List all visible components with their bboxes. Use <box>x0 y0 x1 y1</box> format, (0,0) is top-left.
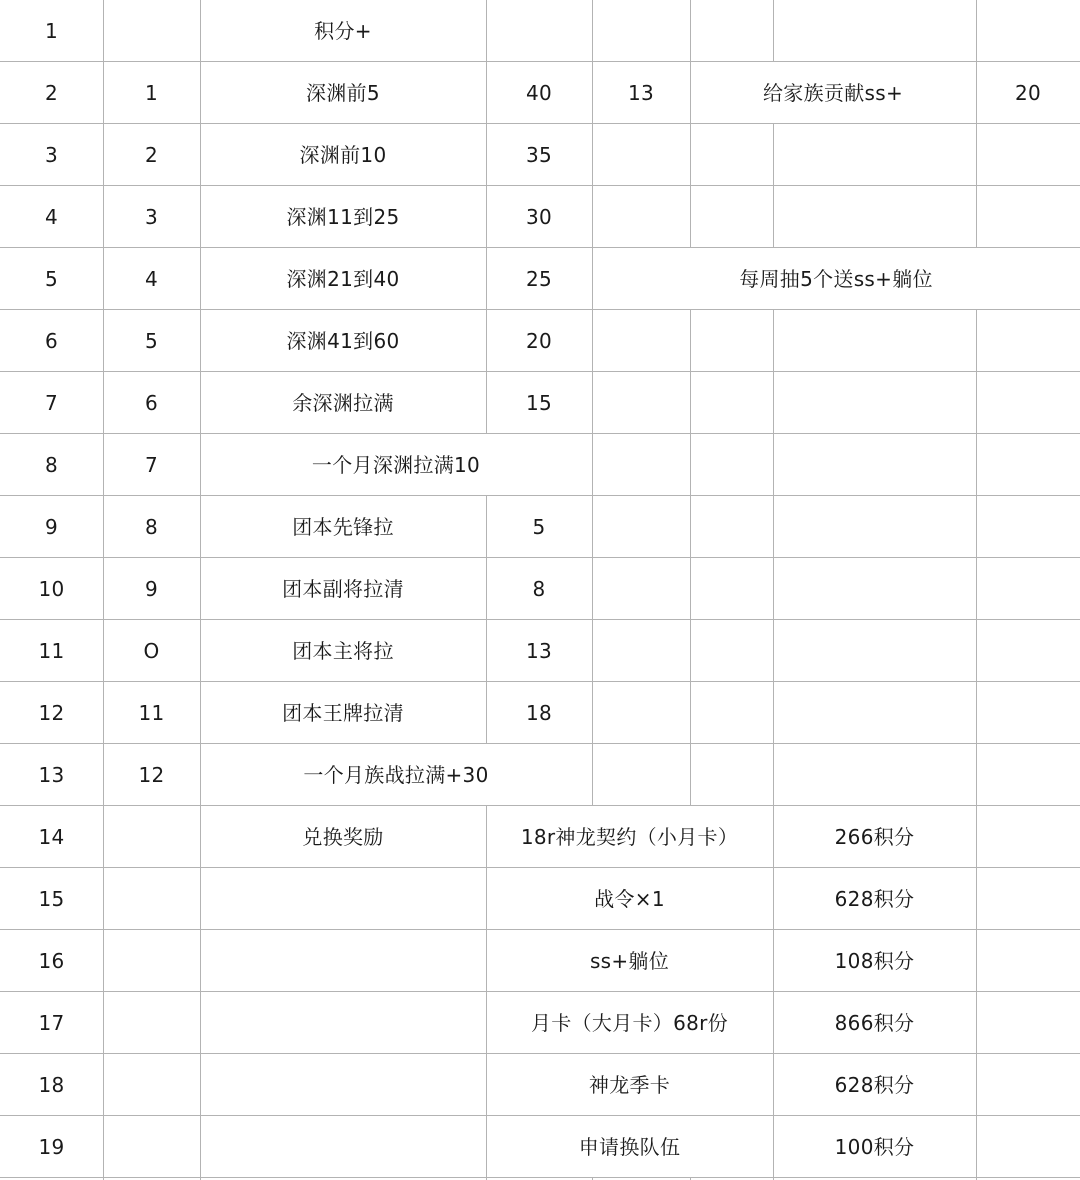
column-divider <box>592 620 593 682</box>
cell-h <box>976 0 1080 62</box>
cell-c: 余深渊拉满 <box>292 391 394 415</box>
cell-b: 3 <box>144 205 159 229</box>
cell-d: 40 <box>525 81 553 105</box>
column-divider <box>976 496 977 558</box>
column-divider <box>103 868 104 930</box>
cell-d: 30 <box>525 205 553 229</box>
row-number: 4 <box>44 205 59 229</box>
column-divider <box>690 620 691 682</box>
column-divider <box>976 744 977 806</box>
column-divider <box>690 372 691 434</box>
row-number: 17 <box>38 1011 65 1035</box>
row-number: 1 <box>44 19 59 43</box>
row-number: 7 <box>44 391 59 415</box>
column-divider <box>690 496 691 558</box>
cell-b: 8 <box>144 515 159 539</box>
column-divider <box>690 434 691 496</box>
column-divider <box>976 930 977 992</box>
row-number: 14 <box>38 825 65 849</box>
column-divider <box>103 992 104 1054</box>
column-divider <box>592 434 593 496</box>
column-divider <box>976 806 977 868</box>
column-divider <box>976 124 977 186</box>
cell-c: 深渊前5 <box>306 81 380 105</box>
row-number: 10 <box>38 577 65 601</box>
column-divider <box>976 682 977 744</box>
column-divider <box>592 186 593 248</box>
cell-d: 25 <box>525 267 553 291</box>
row-number: 9 <box>44 515 59 539</box>
column-divider <box>200 992 201 1054</box>
row-number: 12 <box>38 701 65 725</box>
column-divider <box>200 1116 201 1178</box>
cell-b: 2 <box>144 143 159 167</box>
cell-d: 15 <box>525 391 553 415</box>
cell-b: 11 <box>138 701 165 725</box>
cell-g: 266积分 <box>834 825 915 849</box>
column-divider <box>690 124 691 186</box>
cell-f <box>690 0 773 62</box>
row-number: 2 <box>44 81 59 105</box>
column-divider <box>976 992 977 1054</box>
cell-d: 8 <box>532 577 546 601</box>
column-divider <box>773 372 774 434</box>
column-divider <box>103 806 104 868</box>
column-divider <box>592 372 593 434</box>
cell-d: 18r神龙契约（小月卡） <box>520 825 739 849</box>
row-number: 5 <box>44 267 59 291</box>
column-divider <box>773 310 774 372</box>
column-divider <box>976 186 977 248</box>
cell-c: 积分+ <box>314 19 372 43</box>
cell-b: O <box>143 639 160 663</box>
cell-b: 6 <box>144 391 159 415</box>
column-divider <box>592 496 593 558</box>
row-number: 13 <box>38 763 65 787</box>
column-divider <box>976 372 977 434</box>
row-number: 19 <box>38 1135 65 1159</box>
column-divider <box>773 682 774 744</box>
row-number: 15 <box>38 887 65 911</box>
cell-g: 628积分 <box>834 1073 915 1097</box>
column-divider <box>690 186 691 248</box>
cell-b: 5 <box>144 329 159 353</box>
cell-e: 13 <box>627 81 655 105</box>
column-divider <box>200 1054 201 1116</box>
column-divider <box>976 868 977 930</box>
column-divider <box>773 744 774 806</box>
column-divider <box>690 682 691 744</box>
cell-b: 1 <box>144 81 159 105</box>
cell-b <box>103 0 200 62</box>
cell-d: ss+躺位 <box>589 949 670 973</box>
cell-c: 深渊11到25 <box>286 205 400 229</box>
cell-g: 628积分 <box>834 887 915 911</box>
cell-b: 12 <box>138 763 165 787</box>
column-divider <box>773 620 774 682</box>
row-number: 11 <box>38 639 65 663</box>
cell-d: 5 <box>532 515 546 539</box>
cell-h: 20 <box>1014 81 1042 105</box>
row-number: 6 <box>44 329 59 353</box>
column-divider <box>976 1116 977 1178</box>
column-divider <box>690 310 691 372</box>
cell-g: 108积分 <box>834 949 915 973</box>
column-divider <box>773 186 774 248</box>
cell-d: 35 <box>525 143 553 167</box>
cell-d: 18 <box>525 701 553 725</box>
column-divider <box>592 744 593 806</box>
column-divider <box>976 1054 977 1116</box>
column-divider <box>103 1054 104 1116</box>
cell-g <box>773 0 976 62</box>
row-number: 16 <box>38 949 65 973</box>
cell-c: 团本王牌拉清 <box>282 701 404 725</box>
column-divider <box>773 124 774 186</box>
cell-c: 一个月族战拉满+30 <box>303 763 489 787</box>
row-number: 8 <box>44 453 59 477</box>
cell-b: 4 <box>144 267 159 291</box>
cell-c: 一个月深渊拉满10 <box>311 453 481 477</box>
cell-f: 给家族贡献ss+ <box>763 81 903 105</box>
cell-d <box>486 0 592 62</box>
column-divider <box>773 558 774 620</box>
column-divider <box>773 496 774 558</box>
cell-d: 战令×1 <box>594 887 665 911</box>
column-divider <box>200 868 201 930</box>
column-divider <box>200 930 201 992</box>
column-divider <box>103 1116 104 1178</box>
cell-d: 申请换队伍 <box>578 1135 681 1159</box>
cell-e: 每周抽5个送ss+躺位 <box>739 267 933 291</box>
cell-c: 团本先锋拉 <box>292 515 394 539</box>
cell-c: 兑换奖励 <box>302 825 384 849</box>
cell-c: 深渊21到40 <box>286 267 400 291</box>
cell-b: 7 <box>144 453 159 477</box>
column-divider <box>592 124 593 186</box>
row-number: 18 <box>38 1073 65 1097</box>
column-divider <box>773 434 774 496</box>
row-number: 3 <box>44 143 59 167</box>
column-divider <box>976 558 977 620</box>
cell-d: 20 <box>525 329 553 353</box>
cell-d: 神龙季卡 <box>588 1073 671 1097</box>
column-divider <box>976 620 977 682</box>
cell-g: 100积分 <box>834 1135 915 1159</box>
cell-c: 深渊前10 <box>299 143 387 167</box>
column-divider <box>592 682 593 744</box>
cell-d: 13 <box>525 639 553 663</box>
cell-b: 9 <box>144 577 159 601</box>
cell-c: 团本主将拉 <box>292 639 394 663</box>
cell-d: 月卡（大月卡）68r份 <box>531 1011 728 1035</box>
column-divider <box>690 744 691 806</box>
column-divider <box>103 930 104 992</box>
column-divider <box>690 558 691 620</box>
column-divider <box>976 310 977 372</box>
cell-e <box>592 0 690 62</box>
column-divider <box>592 310 593 372</box>
column-divider <box>592 558 593 620</box>
cell-g: 866积分 <box>834 1011 915 1035</box>
cell-c: 团本副将拉清 <box>282 577 404 601</box>
cell-c: 深渊41到60 <box>286 329 400 353</box>
column-divider <box>976 434 977 496</box>
